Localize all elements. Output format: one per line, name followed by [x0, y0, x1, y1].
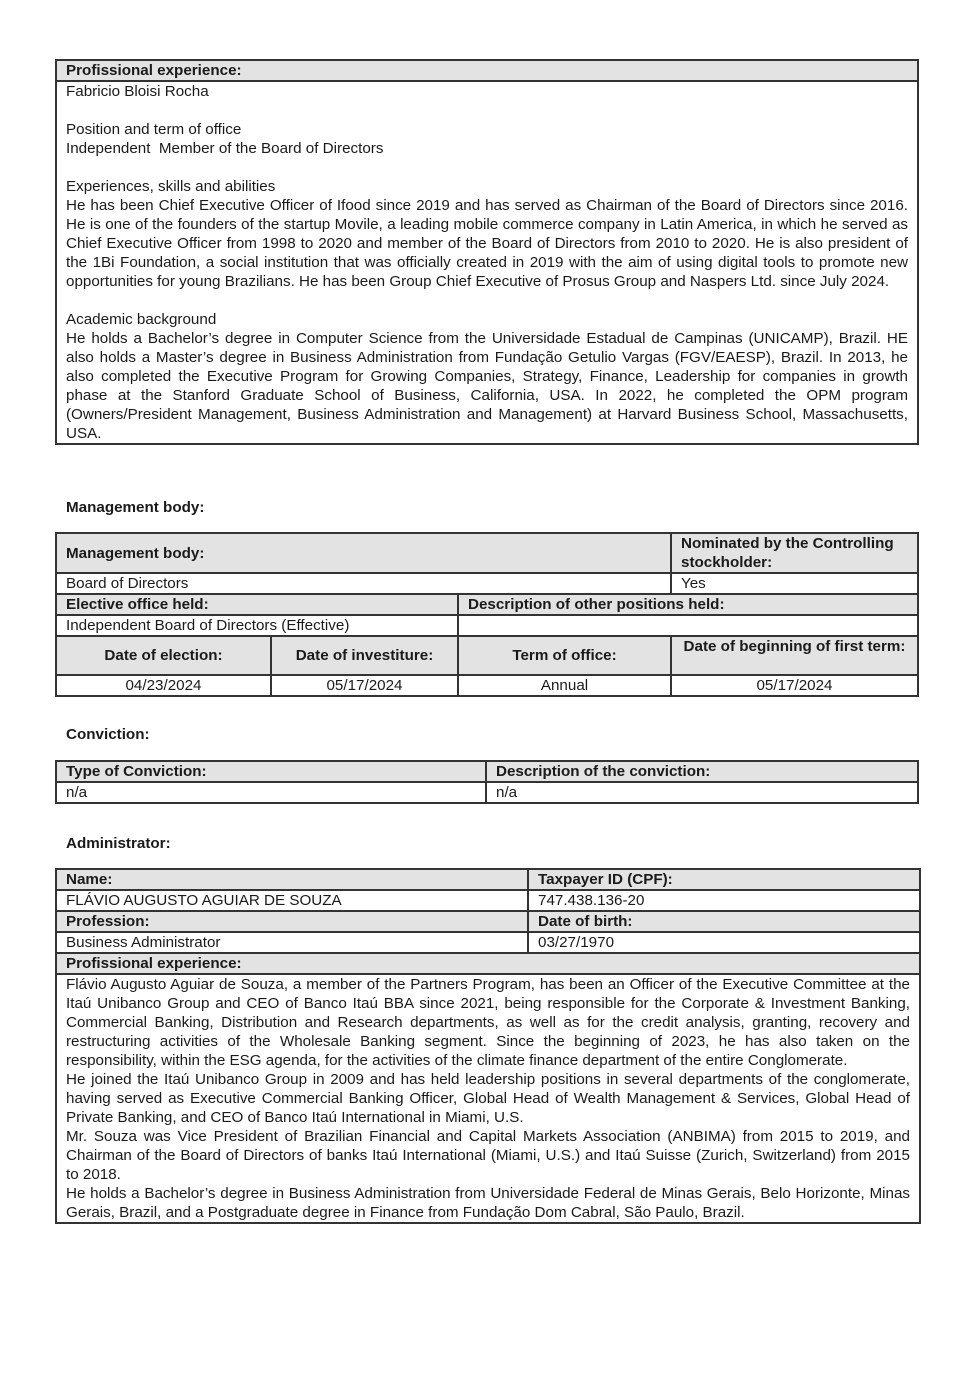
conviction-description-value: n/a: [486, 782, 918, 803]
admin-experience-label: Profissional experience:: [56, 953, 920, 974]
admin-birth-label: Date of birth:: [528, 911, 920, 932]
admin-paragraph: He holds a Bachelor’s degree in Business Administration from Universidade Federal de Minas Gerais, Belo Horizonte, Minas Gerais, Brazil, and a Postgraduate degree in Finance from Fundação Dom Cabral, São Paulo, Brazil.: [66, 1185, 910, 1221]
management-body-value: Board of Directors: [56, 573, 671, 594]
profile-table: [55, 59, 919, 445]
first-term-value: 05/17/2024: [671, 675, 918, 696]
date-investiture-value: 05/17/2024: [271, 675, 458, 696]
position-label: Position and term of office: [66, 121, 242, 138]
conviction-table: [55, 760, 919, 804]
profile-body: [56, 81, 918, 444]
date-election-value: 04/23/2024: [56, 675, 271, 696]
nominated-value: Yes: [671, 573, 918, 594]
admin-paragraph: He joined the Itaú Unibanco Group in 2009 and has held leadership positions in several departments of the conglomerate, having served as Executive Commercial Banking Officer, Global Head of Wealth Management & Services, Global Head of Private Banking, and CEO of Banco Itaú International in Miami, U.S.: [66, 1071, 910, 1126]
management-body-label: Management body:: [56, 533, 671, 573]
administrator-section-title: Administrator:: [66, 835, 171, 852]
admin-profession-label: Profession:: [56, 911, 528, 932]
academic-text: He holds a Bachelor’s degree in Computer Science from the Universidade Estadual de Campinas (UNICAMP), Brazil. HE also holds a Master’s degree in Business Administration from Fundação Getulio Vargas (FGV/EAESP), Brazil. In 2013, he also completed the Executive Program for Growing Companies, Strategy, Finance, Leadership for companies in growth phase at the Stanford Graduate School of Business, California, USA. In 2022, he completed the OPM program (Owners/President Management, Business Administration and Management) at Harvard Business School, Massachusetts, USA.: [66, 330, 908, 442]
administrator-table: [55, 868, 921, 1224]
admin-paragraph: Flávio Augusto Aguiar de Souza, a member of the Partners Program, has been an Officer of the Executive Committee at the Itaú Unibanco Group and CEO of Banco Itaú BBA since 2021, being responsible for the Corporate & Investment Banking, Commercial Banking, Distribution and Research departments, as well as for the credit analysis, granting, recovery and restructuring activities of the Wholesale Banking segment. Since the beginning of 2023, he has also taken on the responsibility, within the ESG agenda, for the activities of the climate finance department of the entire Conglomerate.: [66, 976, 910, 1069]
nominated-label: Nominated by the Controlling stockholder:: [671, 533, 918, 573]
experience-label: Experiences, skills and abilities: [66, 178, 276, 195]
admin-birth-value: 03/27/1970: [528, 932, 920, 953]
conviction-section-title: Conviction:: [66, 726, 150, 743]
conviction-type-value: n/a: [56, 782, 486, 803]
position-value: Independent Member of the Board of Directors: [66, 140, 384, 157]
admin-name-value: FLÁVIO AUGUSTO AGUIAR DE SOUZA: [56, 890, 528, 911]
admin-profession-value: Business Administrator: [56, 932, 528, 953]
profile-heading: Profissional experience:: [56, 60, 918, 81]
admin-taxpayer-value: 747.438.136-20: [528, 890, 920, 911]
experience-text: He has been Chief Executive Officer of Ifood since 2019 and has served as Chairman of the Board of Directors since 2016. He is one of the founders of the startup Movile, a leading mobile commerce company in Latin America, in which he served as Chief Executive Officer from 1998 to 2020 and member of the Board of Directors from 2010 to 2020. He is also president of the 1Bi Foundation, a social institution that was officially created in 2019 with the aim of using digital tools to promote new opportunities for young Brazilians. He has been Group Chief Executive of Prosus Group and Naspers Ltd. since July 2024.: [66, 197, 908, 290]
conviction-type-label: Type of Conviction:: [56, 761, 486, 782]
other-positions-label: Description of other positions held:: [458, 594, 918, 615]
admin-taxpayer-label: Taxpayer ID (CPF):: [528, 869, 920, 890]
first-term-label: Date of beginning of first term:: [671, 636, 918, 675]
conviction-description-label: Description of the conviction:: [486, 761, 918, 782]
date-investiture-label: Date of investiture:: [271, 636, 458, 675]
term-label: Term of office:: [458, 636, 671, 675]
term-value: Annual: [458, 675, 671, 696]
admin-experience-body: [56, 974, 920, 1223]
date-election-label: Date of election:: [56, 636, 271, 675]
elective-label: Elective office held:: [56, 594, 458, 615]
other-positions-value: [458, 615, 918, 636]
admin-paragraph: Mr. Souza was Vice President of Brazilian Financial and Capital Markets Association (ANBIMA) from 2015 to 2019, and Chairman of the Board of Directors of banks Itaú International (Miami, U.S.) and Itaú Suisse (Zurich, Switzerland) from 2015 to 2018.: [66, 1128, 910, 1183]
management-table: [55, 532, 919, 697]
management-section-title: Management body:: [66, 499, 205, 516]
profile-name: Fabricio Bloisi Rocha: [66, 83, 209, 100]
admin-name-label: Name:: [56, 869, 528, 890]
academic-label: Academic background: [66, 311, 217, 328]
elective-value: Independent Board of Directors (Effective): [56, 615, 458, 636]
